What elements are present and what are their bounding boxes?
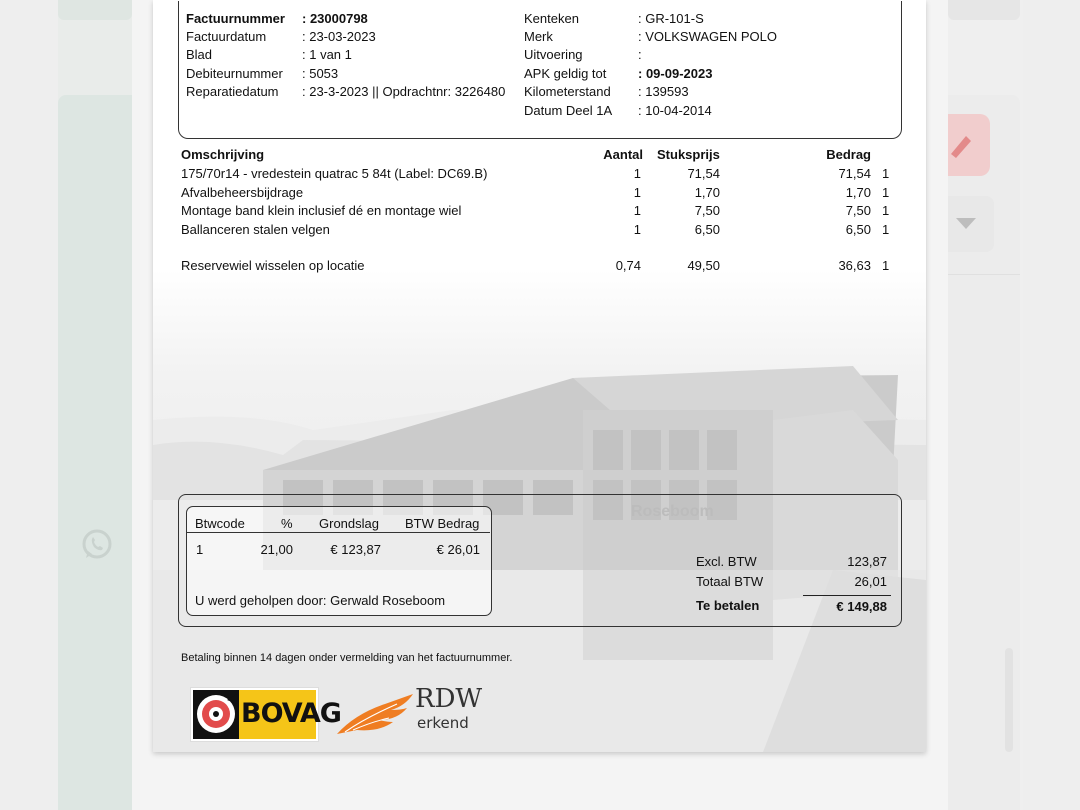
meta-label: Debiteurnummer	[186, 66, 283, 81]
chevron-down-icon	[956, 218, 976, 229]
bovag-logo	[191, 688, 341, 741]
left-top-card	[58, 0, 132, 20]
rdw-logo-text: RDW	[415, 684, 483, 714]
meta-value: : 23-03-2023	[302, 29, 376, 44]
bovag-logo-text: BOVAG	[241, 698, 341, 729]
item-quantity: 1	[633, 222, 641, 237]
meta-value: : 23-3-2023 || Opdrachtnr: 3226480	[302, 84, 506, 99]
item-amount: 71,54	[838, 166, 871, 181]
column-header-description: Omschrijving	[181, 147, 265, 162]
rdw-logo-subtitle: erkend	[417, 714, 469, 732]
meta-label: Factuurnummer	[186, 11, 285, 26]
vat-row-base: € 123,87	[330, 542, 381, 557]
vat-table-divider	[187, 532, 490, 533]
meta-label: Reparatiedatum	[186, 84, 279, 99]
dropdown-select[interactable]	[948, 196, 994, 252]
rdw-wing-icon	[335, 690, 415, 738]
edit-button[interactable]	[948, 114, 990, 176]
left-side-card	[58, 95, 132, 810]
vat-header-amount: BTW Bedrag	[405, 516, 480, 531]
item-unit-price: 49,50	[687, 258, 720, 273]
meta-value: : 1 van 1	[302, 47, 352, 62]
item-unit-price: 1,70	[694, 185, 720, 200]
vat-row-percent: 21,00	[260, 542, 293, 557]
meta-label: Datum Deel 1A	[524, 103, 613, 118]
item-code: 1	[882, 166, 890, 181]
item-code: 1	[882, 222, 890, 237]
scrollbar[interactable]	[1005, 648, 1013, 752]
item-amount: 36,63	[838, 258, 871, 273]
item-description: Reservewiel wisselen op locatie	[181, 258, 365, 273]
meta-label: Factuurdatum	[186, 29, 267, 44]
item-amount: 1,70	[845, 185, 871, 200]
total-due-value: € 149,88	[836, 599, 887, 614]
item-description: 175/70r14 - vredestein quatrac 5 84t (Label: DC69.B)	[181, 166, 488, 181]
total-value: 123,87	[847, 554, 887, 569]
meta-value: : 23000798	[302, 11, 368, 26]
vat-row-code: 1	[196, 542, 204, 557]
meta-value: :	[638, 47, 642, 62]
total-due-label: Te betalen	[696, 598, 760, 613]
vat-header-base: Grondslag	[319, 516, 379, 531]
helped-by: U werd geholpen door: Gerwald Roseboom	[195, 593, 446, 608]
total-divider	[803, 595, 891, 596]
item-code: 1	[882, 185, 890, 200]
item-unit-price: 7,50	[694, 203, 720, 218]
bovag-seal-icon	[193, 690, 239, 739]
pencil-icon	[948, 132, 972, 158]
whatsapp-icon[interactable]	[80, 528, 114, 562]
meta-label: Uitvoering	[524, 47, 583, 62]
photo-sign: Roseboom	[631, 503, 714, 520]
meta-value: : 10-04-2014	[638, 103, 712, 118]
meta-label: Kenteken	[524, 11, 579, 26]
item-code: 1	[882, 258, 890, 273]
item-code: 1	[882, 203, 890, 218]
total-label: Totaal BTW	[696, 574, 764, 589]
item-description: Montage band klein inclusief dé en montage wiel	[181, 203, 462, 218]
meta-value: : 139593	[638, 84, 689, 99]
column-header-quantity: Aantal	[603, 147, 643, 162]
item-description: Ballanceren stalen velgen	[181, 222, 330, 237]
item-unit-price: 6,50	[694, 222, 720, 237]
meta-value: : 09-09-2023	[638, 66, 713, 81]
column-header-amount: Bedrag	[826, 147, 871, 162]
item-unit-price: 71,54	[687, 166, 720, 181]
payment-note: Betaling binnen 14 dagen onder vermelding van het factuurnummer.	[181, 652, 513, 664]
item-quantity: 1	[633, 203, 641, 218]
item-quantity: 1	[633, 166, 641, 181]
vat-header-percent: %	[281, 516, 293, 531]
divider	[948, 274, 1020, 275]
item-amount: 6,50	[845, 222, 871, 237]
vat-header-code: Btwcode	[195, 516, 245, 531]
invoice-document	[153, 0, 926, 752]
item-description: Afvalbeheersbijdrage	[181, 185, 304, 200]
item-quantity: 0,74	[615, 258, 641, 273]
meta-value: : VOLKSWAGEN POLO	[638, 29, 777, 44]
item-quantity: 1	[633, 185, 641, 200]
meta-label: Merk	[524, 29, 553, 44]
meta-label: Blad	[186, 47, 213, 62]
item-amount: 7,50	[845, 203, 871, 218]
right-top-card	[948, 0, 1020, 20]
column-header-unit-price: Stuksprijs	[657, 147, 720, 162]
total-value: 26,01	[854, 574, 887, 589]
meta-label: Kilometerstand	[524, 84, 611, 99]
vat-row-amount: € 26,01	[436, 542, 480, 557]
total-label: Excl. BTW	[696, 554, 757, 569]
meta-label: APK geldig tot	[524, 66, 607, 81]
meta-value: : GR-101-S	[638, 11, 704, 26]
meta-value: : 5053	[302, 66, 339, 81]
